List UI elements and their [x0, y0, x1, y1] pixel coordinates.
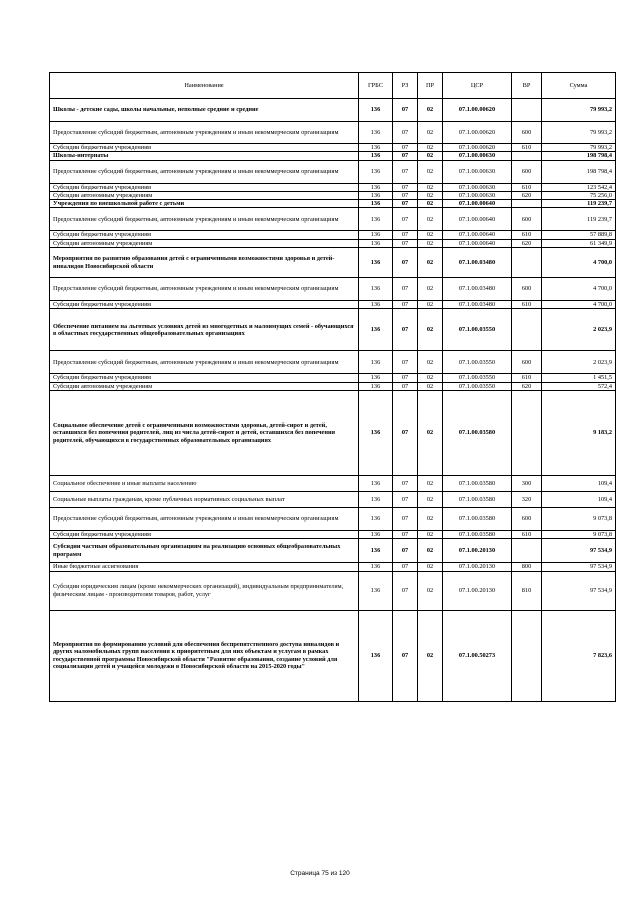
- cell-csr: 07.1.00.00630: [443, 160, 512, 183]
- header-name: Наименование: [50, 73, 359, 99]
- cell-vr: 800: [512, 563, 542, 571]
- cell-name: Субсидии бюджетным учреждениям: [50, 301, 359, 309]
- cell-vr: 600: [512, 278, 542, 301]
- cell-rz: 07: [393, 351, 418, 374]
- cell-sum: 9 073,8: [542, 530, 616, 538]
- cell-grbs: 136: [359, 200, 393, 208]
- cell-sum: 97 534,9: [542, 539, 616, 563]
- cell-grbs: 136: [359, 382, 393, 390]
- table-row: [50, 152, 616, 160]
- cell-name: Субсидии бюджетным учреждениям: [50, 374, 359, 382]
- cell-grbs: 136: [359, 390, 393, 475]
- cell-pr: 02: [418, 374, 443, 382]
- cell-name: Предоставление субсидий бюджетным, автономным учреждениям и иным некоммерческим организациям: [50, 507, 359, 530]
- cell-rz: 07: [393, 382, 418, 390]
- cell-name: Предоставление субсидий бюджетным, автономным учреждениям и иным некоммерческим организациям: [50, 122, 359, 144]
- cell-name: Социальное обеспечение и иные выплаты населению: [50, 475, 359, 491]
- cell-rz: 07: [393, 144, 418, 152]
- cell-pr: 02: [418, 99, 443, 122]
- cell-rz: 07: [393, 563, 418, 571]
- cell-name: Предоставление субсидий бюджетным, автономным учреждениям и иным некоммерческим организациям: [50, 351, 359, 374]
- cell-grbs: 136: [359, 475, 393, 491]
- cell-grbs: 136: [359, 507, 393, 530]
- cell-rz: 07: [393, 122, 418, 144]
- cell-rz: 07: [393, 475, 418, 491]
- table-row: [50, 563, 616, 571]
- cell-pr: 02: [418, 183, 443, 191]
- cell-rz: 07: [393, 248, 418, 278]
- cell-name: Мероприятия по развитию образования детей с ограниченными возможностями здоровья и детей-инвалидов Новосибирской области: [50, 248, 359, 278]
- table-body: [50, 99, 616, 702]
- cell-csr: 07.1.00.00620: [443, 144, 512, 152]
- table-row: [50, 309, 616, 351]
- cell-rz: 07: [393, 491, 418, 507]
- table-row: [50, 239, 616, 247]
- cell-grbs: 136: [359, 208, 393, 231]
- cell-name: Субсидии бюджетным учреждениям: [50, 231, 359, 239]
- cell-rz: 07: [393, 183, 418, 191]
- table-row: [50, 248, 616, 278]
- cell-csr: 07.1.00.00640: [443, 208, 512, 231]
- cell-csr: 07.1.00.03550: [443, 374, 512, 382]
- cell-rz: 07: [393, 309, 418, 351]
- cell-vr: 600: [512, 351, 542, 374]
- cell-csr: 07.1.00.03480: [443, 278, 512, 301]
- cell-name: Субсидии автономным учреждениям: [50, 191, 359, 199]
- cell-grbs: 136: [359, 99, 393, 122]
- cell-vr: 620: [512, 239, 542, 247]
- header-vr: ВР: [512, 73, 542, 99]
- cell-vr: [512, 152, 542, 160]
- cell-vr: 600: [512, 208, 542, 231]
- cell-rz: 07: [393, 539, 418, 563]
- cell-csr: 07.1.00.03580: [443, 390, 512, 475]
- header-grbs: ГРБС: [359, 73, 393, 99]
- cell-name: Школы - детские сады, школы начальные, неполные средние и средние: [50, 99, 359, 122]
- cell-sum: 4 700,0: [542, 248, 616, 278]
- cell-grbs: 136: [359, 301, 393, 309]
- table-row: [50, 530, 616, 538]
- table-row: [50, 374, 616, 382]
- cell-sum: 9 073,8: [542, 507, 616, 530]
- cell-csr: 07.1.00.00640: [443, 200, 512, 208]
- cell-name: Предоставление субсидий бюджетным, автономным учреждениям и иным некоммерческим организациям: [50, 278, 359, 301]
- cell-rz: 07: [393, 507, 418, 530]
- cell-rz: 07: [393, 191, 418, 199]
- cell-rz: 07: [393, 374, 418, 382]
- cell-rz: 07: [393, 208, 418, 231]
- cell-grbs: 136: [359, 491, 393, 507]
- cell-grbs: 136: [359, 144, 393, 152]
- cell-vr: 600: [512, 507, 542, 530]
- cell-pr: 02: [418, 351, 443, 374]
- cell-pr: 02: [418, 208, 443, 231]
- cell-csr: 07.1.00.03550: [443, 382, 512, 390]
- cell-grbs: 136: [359, 309, 393, 351]
- cell-vr: [512, 539, 542, 563]
- cell-name: Субсидии бюджетным учреждениям: [50, 183, 359, 191]
- cell-sum: 123 542,4: [542, 183, 616, 191]
- table-row: [50, 539, 616, 563]
- cell-grbs: 136: [359, 231, 393, 239]
- cell-csr: 07.1.00.03480: [443, 248, 512, 278]
- cell-name: Субсидии бюджетным учреждениям: [50, 144, 359, 152]
- cell-rz: 07: [393, 278, 418, 301]
- cell-vr: [512, 99, 542, 122]
- cell-sum: 109,4: [542, 475, 616, 491]
- cell-pr: 02: [418, 248, 443, 278]
- cell-pr: 02: [418, 231, 443, 239]
- table-header-row: [50, 73, 616, 99]
- cell-sum: 75 256,0: [542, 191, 616, 199]
- cell-pr: 02: [418, 278, 443, 301]
- cell-csr: 07.1.00.03580: [443, 530, 512, 538]
- header-pr: ПР: [418, 73, 443, 99]
- cell-name: Субсидии автономным учреждениям: [50, 239, 359, 247]
- cell-vr: 610: [512, 530, 542, 538]
- cell-pr: 02: [418, 507, 443, 530]
- cell-csr: 07.1.00.00620: [443, 122, 512, 144]
- cell-name: Субсидии бюджетным учреждениям: [50, 530, 359, 538]
- cell-csr: 07.1.00.00630: [443, 183, 512, 191]
- header-rz: РЗ: [393, 73, 418, 99]
- cell-grbs: 136: [359, 160, 393, 183]
- cell-pr: 02: [418, 491, 443, 507]
- cell-csr: 07.1.00.03480: [443, 301, 512, 309]
- cell-sum: 2 023,9: [542, 309, 616, 351]
- cell-sum: 4 700,0: [542, 278, 616, 301]
- cell-vr: [512, 610, 542, 701]
- table-row: [50, 610, 616, 701]
- cell-name: Социальное обеспечение детей с ограниченными возможностями здоровья, детей-сирот и детей, оставшихся без попечения родителей, лиц из числа детей-сирот и детей, оставшихся без попечения родителей, обучающихся в государственных образовательных организациях: [50, 390, 359, 475]
- cell-grbs: 136: [359, 539, 393, 563]
- cell-vr: 810: [512, 571, 542, 610]
- cell-name: Субсидии частным образовательным организациям на реализацию основных общеобразовательных программ: [50, 539, 359, 563]
- cell-csr: 07.1.00.00630: [443, 152, 512, 160]
- cell-pr: 02: [418, 144, 443, 152]
- cell-name: Мероприятия по формированию условий для обеспечения беспрепятственного доступа инвалидов и других маломобильных групп населения к приоритетным для них объектам и услугам в рамках государственной программы Новосибирской области "Развитие образования, создание условий для социализации детей и учащейся молодежи в Новосибирской области на 2015-2020 годы": [50, 610, 359, 701]
- cell-vr: 620: [512, 382, 542, 390]
- cell-sum: 119 239,7: [542, 208, 616, 231]
- cell-grbs: 136: [359, 563, 393, 571]
- cell-vr: 600: [512, 160, 542, 183]
- cell-name: Учреждения по внешкольной работе с детьми: [50, 200, 359, 208]
- cell-pr: 02: [418, 191, 443, 199]
- cell-pr: 02: [418, 122, 443, 144]
- cell-csr: 07.1.00.00620: [443, 99, 512, 122]
- cell-csr: 07.1.00.50273: [443, 610, 512, 701]
- cell-grbs: 136: [359, 351, 393, 374]
- cell-sum: 7 823,6: [542, 610, 616, 701]
- cell-sum: 61 349,9: [542, 239, 616, 247]
- cell-csr: 07.1.00.03580: [443, 475, 512, 491]
- cell-sum: 109,4: [542, 491, 616, 507]
- cell-grbs: 136: [359, 152, 393, 160]
- cell-rz: 07: [393, 160, 418, 183]
- cell-vr: 300: [512, 475, 542, 491]
- cell-vr: [512, 248, 542, 278]
- cell-pr: 02: [418, 610, 443, 701]
- cell-vr: 610: [512, 231, 542, 239]
- header-sum: Сумма: [542, 73, 616, 99]
- table-row: [50, 301, 616, 309]
- cell-name: Социальные выплаты гражданам, кроме публичных нормативных социальных выплат: [50, 491, 359, 507]
- cell-pr: 02: [418, 382, 443, 390]
- cell-grbs: 136: [359, 183, 393, 191]
- cell-name: Предоставление субсидий бюджетным, автономным учреждениям и иным некоммерческим организациям: [50, 208, 359, 231]
- table-row: [50, 491, 616, 507]
- cell-sum: 1 451,5: [542, 374, 616, 382]
- cell-rz: 07: [393, 239, 418, 247]
- cell-csr: 07.1.00.03580: [443, 507, 512, 530]
- cell-vr: 610: [512, 374, 542, 382]
- cell-rz: 07: [393, 231, 418, 239]
- cell-name: Обеспечение питанием на льготных условиях детей из многодетных и малоимущих семей - обучающихся в областных государственных общеобразовательных организациях: [50, 309, 359, 351]
- cell-name: Предоставление субсидий бюджетным, автономным учреждениям и иным некоммерческим организациям: [50, 160, 359, 183]
- cell-grbs: 136: [359, 610, 393, 701]
- cell-pr: 02: [418, 475, 443, 491]
- cell-csr: 07.1.00.20130: [443, 571, 512, 610]
- cell-name: Субсидии автономным учреждениям: [50, 382, 359, 390]
- cell-sum: 57 889,8: [542, 231, 616, 239]
- table-row: [50, 571, 616, 610]
- table-row: [50, 191, 616, 199]
- cell-pr: 02: [418, 571, 443, 610]
- table-row: [50, 231, 616, 239]
- cell-csr: 07.1.00.20130: [443, 563, 512, 571]
- cell-grbs: 136: [359, 122, 393, 144]
- table-row: [50, 390, 616, 475]
- cell-csr: 07.1.00.00630: [443, 191, 512, 199]
- cell-pr: 02: [418, 390, 443, 475]
- cell-grbs: 136: [359, 374, 393, 382]
- cell-rz: 07: [393, 301, 418, 309]
- cell-rz: 07: [393, 152, 418, 160]
- cell-sum: 97 534,9: [542, 571, 616, 610]
- cell-pr: 02: [418, 563, 443, 571]
- page-number: Страница 75 из 120: [290, 870, 350, 877]
- cell-csr: 07.1.00.00640: [443, 231, 512, 239]
- cell-rz: 07: [393, 610, 418, 701]
- cell-sum: 2 023,9: [542, 351, 616, 374]
- cell-pr: 02: [418, 301, 443, 309]
- cell-sum: 9 183,2: [542, 390, 616, 475]
- cell-grbs: 136: [359, 278, 393, 301]
- cell-sum: 119 239,7: [542, 200, 616, 208]
- cell-rz: 07: [393, 571, 418, 610]
- cell-pr: 02: [418, 200, 443, 208]
- cell-sum: 79 993,2: [542, 144, 616, 152]
- cell-sum: 79 993,2: [542, 99, 616, 122]
- cell-vr: 610: [512, 144, 542, 152]
- cell-name: Иные бюджетные ассигнования: [50, 563, 359, 571]
- table-row: [50, 507, 616, 530]
- table-row: [50, 278, 616, 301]
- table-row: [50, 183, 616, 191]
- table-row: [50, 122, 616, 144]
- cell-vr: 610: [512, 183, 542, 191]
- cell-sum: 198 798,4: [542, 152, 616, 160]
- header-csr: ЦСР: [443, 73, 512, 99]
- cell-pr: 02: [418, 309, 443, 351]
- table-row: [50, 160, 616, 183]
- cell-name: Субсидии юридическим лицам (кроме некоммерческих организаций), индивидуальным предпринимателям, физическим лицам - производителям товаров, работ, услуг: [50, 571, 359, 610]
- table-row: [50, 99, 616, 122]
- cell-csr: 07.1.00.20130: [443, 539, 512, 563]
- cell-grbs: 136: [359, 571, 393, 610]
- cell-pr: 02: [418, 239, 443, 247]
- table-row: [50, 144, 616, 152]
- cell-grbs: 136: [359, 191, 393, 199]
- cell-csr: 07.1.00.00640: [443, 239, 512, 247]
- cell-rz: 07: [393, 530, 418, 538]
- cell-vr: 610: [512, 301, 542, 309]
- cell-grbs: 136: [359, 248, 393, 278]
- cell-csr: 07.1.00.03550: [443, 351, 512, 374]
- cell-vr: 600: [512, 122, 542, 144]
- cell-rz: 07: [393, 390, 418, 475]
- cell-sum: 97 534,9: [542, 563, 616, 571]
- cell-vr: [512, 390, 542, 475]
- cell-vr: [512, 309, 542, 351]
- cell-csr: 07.1.00.03580: [443, 491, 512, 507]
- table-row: [50, 200, 616, 208]
- cell-csr: 07.1.00.03550: [443, 309, 512, 351]
- cell-pr: 02: [418, 152, 443, 160]
- cell-sum: 198 798,4: [542, 160, 616, 183]
- table-row: [50, 475, 616, 491]
- cell-pr: 02: [418, 530, 443, 538]
- cell-rz: 07: [393, 200, 418, 208]
- cell-grbs: 136: [359, 530, 393, 538]
- cell-vr: [512, 200, 542, 208]
- table-row: [50, 351, 616, 374]
- budget-table: [49, 72, 616, 702]
- cell-vr: 320: [512, 491, 542, 507]
- cell-sum: 572,4: [542, 382, 616, 390]
- cell-name: Школы-интернаты: [50, 152, 359, 160]
- cell-pr: 02: [418, 160, 443, 183]
- cell-sum: 4 700,0: [542, 301, 616, 309]
- cell-vr: 620: [512, 191, 542, 199]
- cell-sum: 79 993,2: [542, 122, 616, 144]
- table-row: [50, 382, 616, 390]
- cell-pr: 02: [418, 539, 443, 563]
- cell-rz: 07: [393, 99, 418, 122]
- cell-grbs: 136: [359, 239, 393, 247]
- table-row: [50, 208, 616, 231]
